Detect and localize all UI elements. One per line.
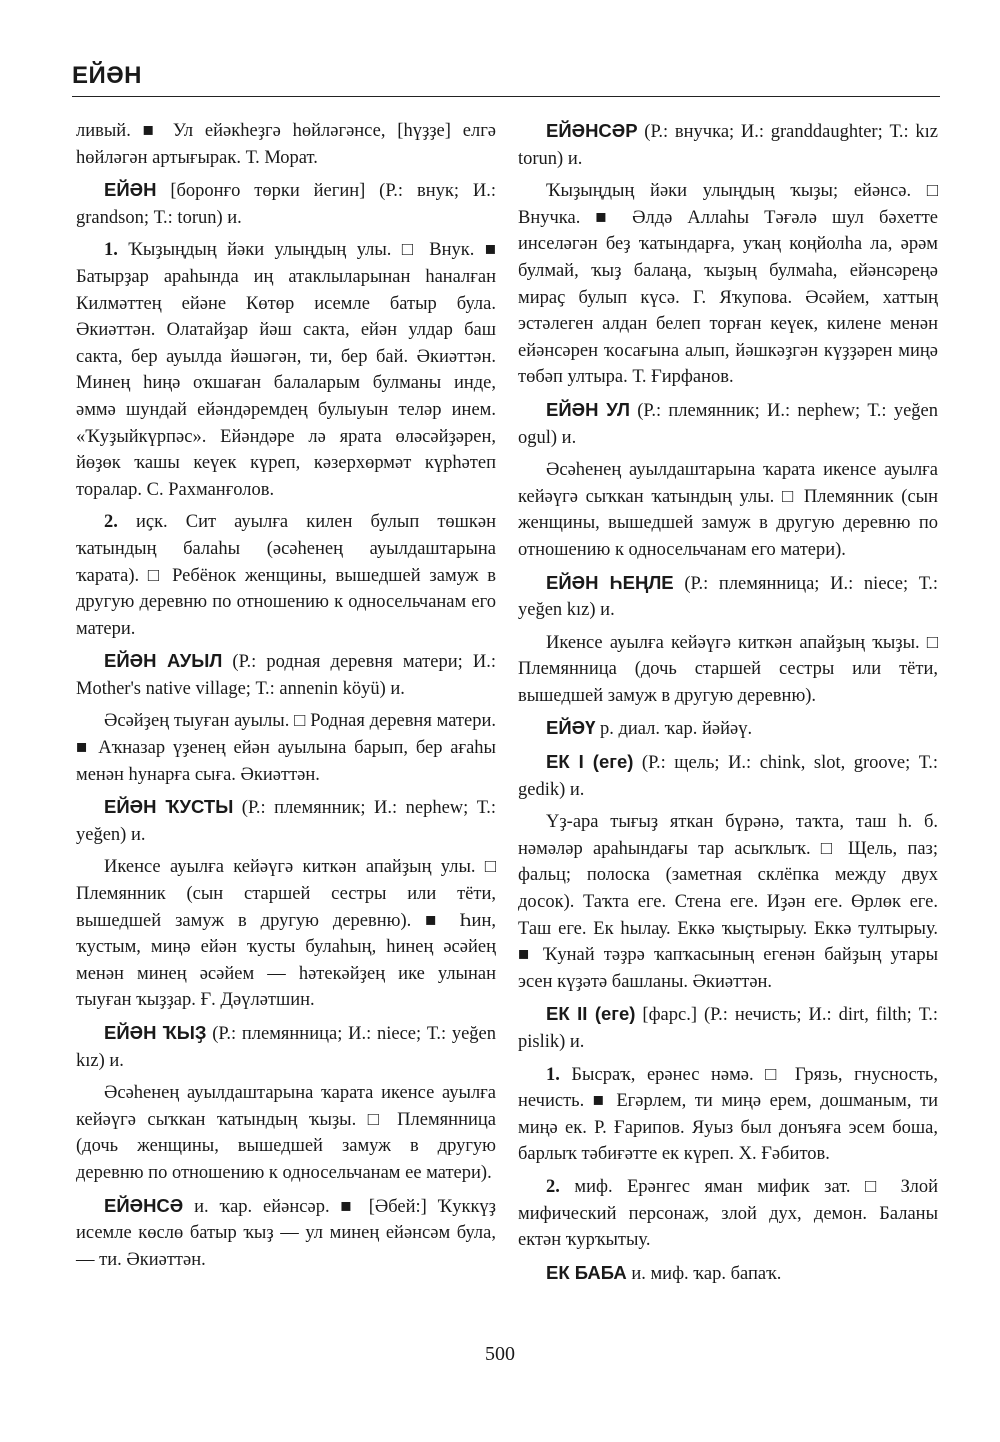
sense-number: 2. [104, 512, 118, 533]
entry-text: р. диал. ҡар. йәйәү. [595, 719, 753, 740]
headword: ЕЙӘН АУЫЛ [104, 650, 223, 672]
headword: ЕЙӘН ҺЕҢЛЕ [546, 571, 674, 593]
entry-text: (Р.: щель; И.: chink, slot, groove; Т.: gedik) и. [518, 753, 938, 800]
entry-definition: Әсәйҙең тыуған ауылы. □ Родная деревня матери. ■ Аҡназар үҙенең ейән ауылына барып, бер ағаһы менән һунарға сыға. Әкиәттән. [76, 711, 496, 785]
entry-definition: Әсәһенең ауылдаштарына ҡарата икенсе ауылға кейәүгә сыҡкан ҡатындың улы. □ Племянник (сын женщины, вышедшей замуж в другую деревню по отношению к односельчанам его матери). [518, 460, 938, 560]
entry-ek-2 [518, 1001, 938, 1055]
headword: ЕК БАБА [546, 1261, 627, 1283]
entry-text: (Р.: племянник; И.: nephew; Т.: yeğen) и. [76, 798, 496, 845]
entry-text: и. миф. ҡар. бапаҡ. [626, 1263, 782, 1284]
entry-text: (Р.: племянница; И.: niece; Т.: yeğen kız) и. [76, 1024, 496, 1071]
entry-definition: Әсәһенең ауылдаштарына ҡарата икенсе ауылға кейәүгә сыҡкан ҡатындың ҡыҙы. □ Племянница (дочь женщины, вышедшей замуж в другую деревню по отношению к односельчанам ее матери). [76, 1083, 496, 1183]
sense-1 [518, 1062, 938, 1168]
entry-text: и. ҡар. ейәнсәр. ■ [Әбей:] Ҡуккүҙ исемле көслө батыр ҡыҙ — ул минең ейәнсәм була, — ти. Әкиәттән. [76, 1196, 496, 1270]
sense-number: 1. [546, 1064, 560, 1085]
entry-text: [фарс.] (Р.: нечисть; И.: dirt, filth; Т.: pislik) и. [518, 1005, 938, 1052]
headword: ЕК II (еге) [546, 1003, 636, 1025]
entry-definition: Ҡыҙыңдың йәки улыңдың ҡыҙы; ейәнсә. □ Внучка. ■ Әлдә Аллаһы Тәғәлә шул бәхетте инселәгән беҙ ҡатындарға, уҡаң коңйолһа ла, әрәм булмай, ҡыҙ балаңа, ҡыҙың булмаһа, ейәнсәреңә мираҫ булып күсә. Г. Яҡупова. Әсәйем, хаттың эстәлеген алдан белеп торған кеүек, килене менән ейәнсәрен ҡосағына алып, йәшкәҙгән күҙҙәрен миңә төбәп ултыра. Т. Ғирфанов. [518, 181, 938, 388]
right-column [518, 118, 938, 1293]
entry-ek-baba [518, 1260, 938, 1288]
sense-text: миф. Ерәнгес яман мифик зат. □ Злой мифический персонаж, злой дух, демон. Баланы ектән ҡурҡытыу. [518, 1176, 938, 1251]
headword: ЕЙӘН ҠЫҘ [104, 1022, 207, 1043]
headword: ЕЙӘҮ [546, 717, 596, 739]
entry-text: (Р.: родная деревня матери; И.: Mother's native village; Т.: annenin köyü) и. [76, 652, 497, 699]
sense-text: иҫк. Сит ауылға килен булып төшкән ҡатындың балаһы (әсәһенең ауылдаштарына ҡарата). □ Ребёнок женщины, вышедшей замуж в другую деревню по отношению к односельчанам его матери. [76, 512, 496, 639]
entry-text: (Р.: внучка; И.: granddaughter; Т.: kız torun) и. [518, 122, 938, 169]
entry-eyau [518, 715, 938, 743]
page-number: 500 [485, 1343, 515, 1365]
headword: ЕЙӘНСӘ [104, 1194, 184, 1216]
entry-eyan-ul [518, 397, 938, 451]
entry-text: (Р.: племянница; И.: niece; Т.: yeğen kız) и. [518, 573, 938, 621]
sense-number: 2. [546, 1176, 560, 1197]
entry-continuation: ливый. ■ Ул ейәкһеҙгә һөйләгәнсе, [һүҙҙе] елгә һөйләгән артығырак. Т. Морат. [76, 121, 496, 168]
headword: ЕК I (еге) [546, 751, 634, 773]
sense-text: Ҡыҙыңдың йәки улыңдың улы. □ Внук. ■ Батырҙар араһында иң атаклыларынан һаналған Килмәттең ейәне Көтөр исемле батыр була. Әкиәттән. Олатайҙар йәш сакта, ейән улдар баш сакта, бер ауылда йәшәгән, ти, бер бай. Әкиәттән. Минең һиңә оҡшаған балаларым булманы инде, әммә шундай ейәндәремдең булыуын теләр инем. «Ҡуҙыйкүрпәс». Ейәндәре лә ярата өләсәйҙәрен, йөҙөк ҡашы кеүек күреп, кәзерхөрмәт күрһәтеп торалар. С. Рахманғолов. [76, 240, 496, 500]
sense-number: 1. [104, 240, 118, 261]
sense-2 [518, 1174, 938, 1254]
sense-1 [76, 237, 496, 503]
entry-eyanser [518, 118, 938, 172]
headword: ЕЙӘН УЛ [546, 398, 630, 420]
entry-eyan-auyl [76, 648, 496, 702]
entry-eyan-hengle [518, 570, 938, 624]
entry-definition: Икенсе ауылға кейәүгә киткән апайҙың улы. □ Племянник (сын старшей сестры или тёти, вышедшей замуж в другую деревню). ■ Һин, ҡустым, миңә ейән ҡусты булаһың, һинең әсәйең менән минең әсәйем — һәтекәйҙең ике улынан тыуған ҡыҙҙар. Ғ. Дәүләтшин. [76, 857, 496, 1011]
entry-text: (Р.: племянник; И.: nephew; Т.: yeğen ogul) и. [518, 400, 938, 448]
entry-ek-1 [518, 749, 938, 803]
sense-text: Бысраҡ, ерәнес нәмә. □ Грязь, гнусность, нечисть. ■ Егәрлем, ти миңә ерем, дошманым, ти миңә ек. Р. Ғарипов. Яуыз был донъяға эсем боша, барлыҡ тәбиғәтте ек күреп. Х. Ғәбитов. [518, 1064, 938, 1165]
entry-eyanse [76, 1193, 496, 1274]
headword: ЕЙӘН ҠУСТЫ [104, 796, 234, 818]
entry-text: [боронғо төрки йегин] (Р.: внук; И.: grandson; Т.: torun) и. [76, 181, 496, 228]
entry-eyan-qyz [76, 1020, 496, 1074]
headword: ЕЙӘН [104, 179, 157, 201]
sense-2 [76, 509, 496, 642]
running-header: ЕЙӘН [72, 62, 143, 89]
entry-definition: Үҙ-ара тығыҙ яткан бүрәнә, таҡта, таш һ. б. нәмәләр араһындағы тар асыҡлыҡ. □ Щель, паз; фальц; полоска (заметная склёпка между двух досок). Таҡта еге. Стена еге. Иҙән еге. Өрлөк еге. Таш еге. Ек һылау. Еккә ҡыҫтырыу. Еккә тултырыу. ■ Ҡунай тәҙрә ҡапҡасының егенән байҙың утары эсен күҙәтә башланы. Әкиәттән. [518, 812, 938, 992]
headword: ЕЙӘНСӘР [546, 120, 638, 141]
left-column [76, 118, 496, 1279]
entry-definition: Икенсе ауылға кейәүгә киткән апайҙың ҡыҙы. □ Племянница (дочь старшей сестры или тёти, вышедшей замуж в другую деревню). [518, 632, 938, 706]
entry-eyan [76, 177, 496, 231]
header-rule [72, 96, 940, 97]
entry-eyan-qusty [76, 794, 496, 848]
